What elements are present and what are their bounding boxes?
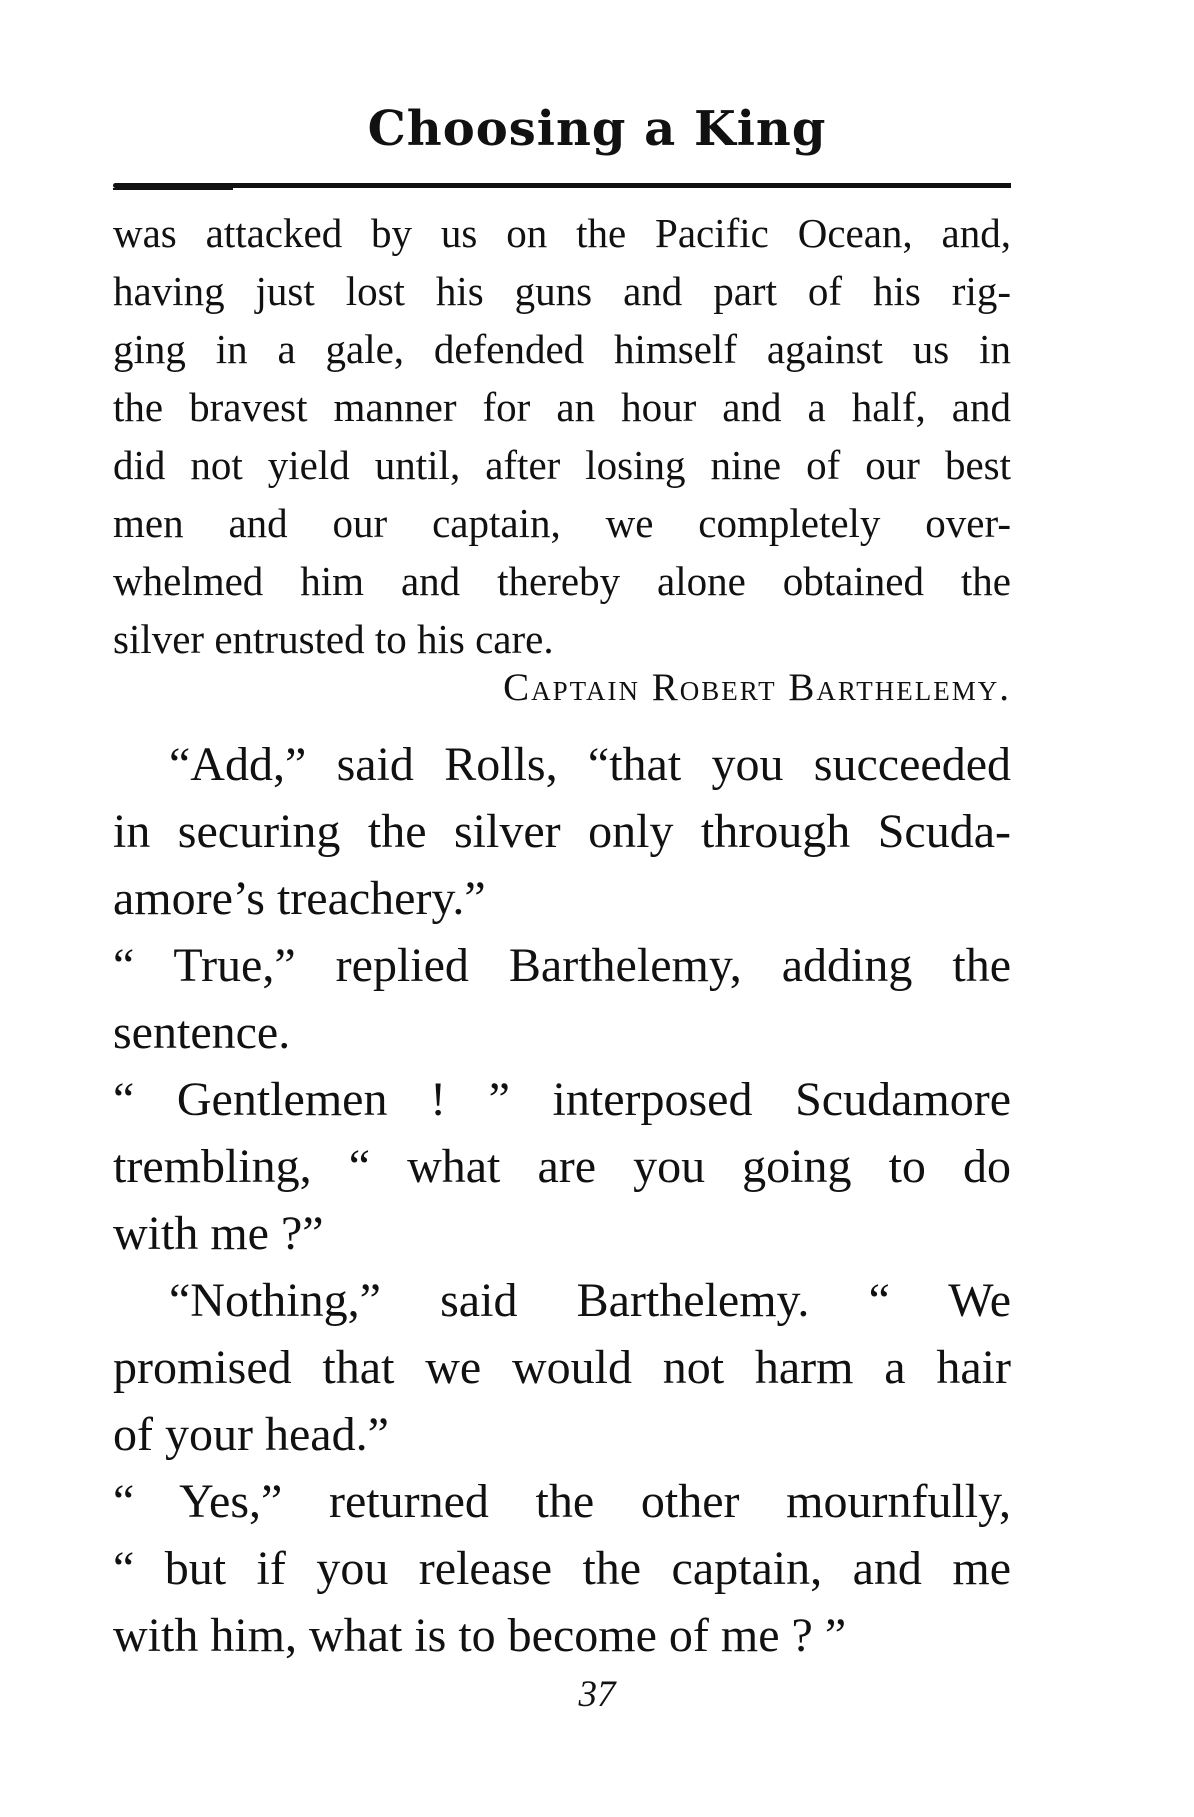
text-line: trembling, “ what are you going to do bbox=[113, 1140, 1011, 1193]
header-rule bbox=[113, 183, 1011, 188]
dialogue-text bbox=[113, 731, 1011, 1669]
text-line: promised that we would not harm a hair bbox=[113, 1341, 1011, 1394]
signature-line: Captain Robert Barthelemy. bbox=[503, 666, 1011, 709]
text-line: with me ?” bbox=[113, 1207, 324, 1260]
running-title: Choosing a King bbox=[367, 101, 827, 157]
text-line: of your head.” bbox=[113, 1408, 389, 1461]
text-line: “Add,” said Rolls, “that you succeeded bbox=[169, 738, 1011, 791]
quoted-document-text bbox=[113, 204, 1011, 668]
text-line: the bravest manner for an hour and a half, and bbox=[113, 384, 1011, 430]
text-line: did not yield until, after losing nine of our best bbox=[113, 442, 1011, 488]
text-line: sentence. bbox=[113, 1006, 291, 1059]
text-line: in securing the silver only through Scuda- bbox=[113, 805, 1011, 858]
text-line: whelmed him and thereby alone obtained the bbox=[113, 558, 1011, 604]
text-line: having just lost his guns and part of his rig- bbox=[113, 268, 1011, 314]
text-line: men and our captain, we completely over- bbox=[113, 500, 1011, 546]
text-line: amore’s treachery.” bbox=[113, 872, 486, 925]
text-line: “ Yes,” returned the other mournfully, bbox=[113, 1475, 1011, 1528]
text-line: “ True,” replied Barthelemy, adding the bbox=[113, 939, 1011, 992]
text-line: “Nothing,” said Barthelemy. “ We bbox=[169, 1274, 1011, 1327]
page-number: 37 bbox=[578, 1674, 616, 1715]
text-line: ging in a gale, defended himself against us in bbox=[113, 326, 1011, 372]
text-line: “ Gentlemen ! ” interposed Scudamore bbox=[113, 1073, 1011, 1126]
text-line: was attacked by us on the Pacific Ocean, and, bbox=[113, 210, 1011, 256]
text-line: silver entrusted to his care. bbox=[113, 616, 554, 662]
text-line: with him, what is to become of me ? ” bbox=[113, 1609, 847, 1662]
text-line: “ but if you release the captain, and me bbox=[113, 1542, 1011, 1595]
